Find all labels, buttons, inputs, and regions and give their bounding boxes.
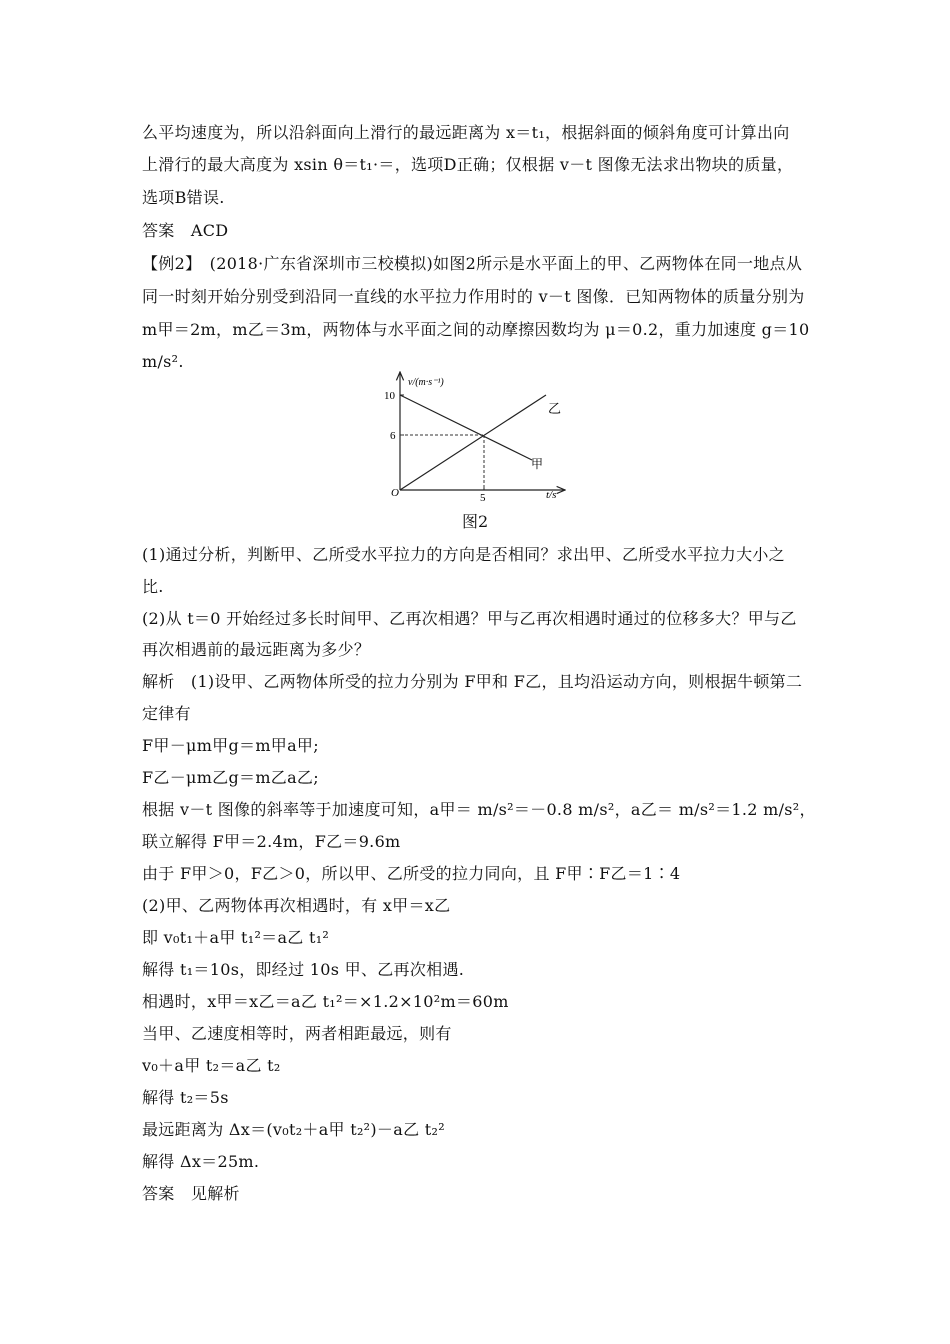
equation-line: 即 v₀t₁＋a甲 t₁²＝a乙 t₁² [142, 928, 330, 947]
paragraph-line: 么平均速度为，所以沿斜面向上滑行的最远距离为 x＝t₁，根据斜面的倾斜角度可计算出向 [142, 123, 790, 142]
solution-line: (2)甲、乙两物体再次相遇时，有 x甲＝x乙 [142, 896, 451, 915]
solution-line: 解得 t₁＝10s，即经过 10s 甲、乙再次相遇. [142, 960, 465, 979]
solution-line: 解析 (1)设甲、乙两物体所受的拉力分别为 F甲和 F乙，且均沿运动方向，则根据牛顿第二 [142, 672, 803, 691]
equation-line: v₀＋a甲 t₂＝a乙 t₂ [142, 1056, 281, 1075]
equation-line: F甲－μm甲g＝m甲a甲; [142, 736, 319, 755]
y-axis-label: v/(m·s⁻¹) [408, 377, 444, 388]
paragraph-line: m甲＝2m，m乙＝3m，两物体与水平面之间的动摩擦因数均为 μ＝0.2，重力加速度 g＝10 [142, 320, 810, 339]
equation-line: F乙－μm乙g＝m乙a乙; [142, 768, 319, 787]
paragraph-line: 上滑行的最大高度为 xsin θ＝t₁·＝，选项D正确；仅根据 v－t 图像无法求出物块的质量， [142, 155, 794, 174]
example-heading: 【例2】 (2018·广东省深圳市三校模拟)如图2所示是水平面上的甲、乙两物体在同一地点从 [142, 254, 803, 273]
origin-label: O [391, 487, 399, 499]
question-line: 再次相遇前的最远距离为多少？ [142, 640, 371, 659]
solution-line: 解得 t₂＝5s [142, 1088, 229, 1107]
y-tick-6: 6 [390, 430, 396, 442]
solution-line: 由于 F甲＞0，F乙＞0，所以甲、乙所受的拉力同向，且 F甲∶F乙＝1∶4 [142, 864, 681, 883]
solution-line: 解得 Δx＝25m. [142, 1152, 260, 1171]
y-tick-10: 10 [384, 390, 395, 402]
line-jia [400, 395, 532, 460]
question-line: 比. [142, 577, 164, 596]
vt-graph-figure [370, 368, 580, 503]
solution-line: 联立解得 F甲＝2.4m，F乙＝9.6m [142, 832, 401, 851]
x-axis-label: t/s [546, 489, 557, 501]
solution-line: 当甲、乙速度相等时，两者相距最远，则有 [142, 1024, 452, 1043]
solution-line: 根据 v－t 图像的斜率等于加速度可知，a甲＝ m/s²＝－0.8 m/s²，a乙＝ m/s²＝1.2 m/s²， [142, 800, 816, 819]
label-jia: 甲 [531, 457, 544, 471]
solution-line: 最远距离为 Δx＝(v₀t₂＋a甲 t₂²)－a乙 t₂² [142, 1120, 445, 1139]
line-yi [400, 395, 546, 490]
paragraph-line: 选项B错误. [142, 188, 225, 207]
question-line: (2)从 t＝0 开始经过多长时间甲、乙再次相遇？甲与乙再次相遇时通过的位移多大？甲与乙 [142, 609, 797, 628]
solution-line: 相遇时，x甲＝x乙＝a乙 t₁²＝×1.2×10²m＝60m [142, 992, 509, 1011]
answer-line: 答案 ACD [142, 221, 229, 240]
solution-line: 定律有 [142, 704, 191, 723]
answer-line: 答案 见解析 [142, 1184, 240, 1203]
figure-caption: 图2 [462, 512, 489, 531]
paragraph-line: m/s². [142, 352, 184, 371]
question-line: (1)通过分析，判断甲、乙所受水平拉力的方向是否相同？求出甲、乙所受水平拉力大小之 [142, 545, 785, 564]
label-yi: 乙 [548, 401, 562, 416]
paragraph-line: 同一时刻开始分别受到沿同一直线的水平拉力作用时的 v－t 图像．已知两物体的质量分别为 [142, 287, 805, 306]
x-tick-5: 5 [480, 492, 486, 503]
vt-graph [370, 368, 580, 503]
